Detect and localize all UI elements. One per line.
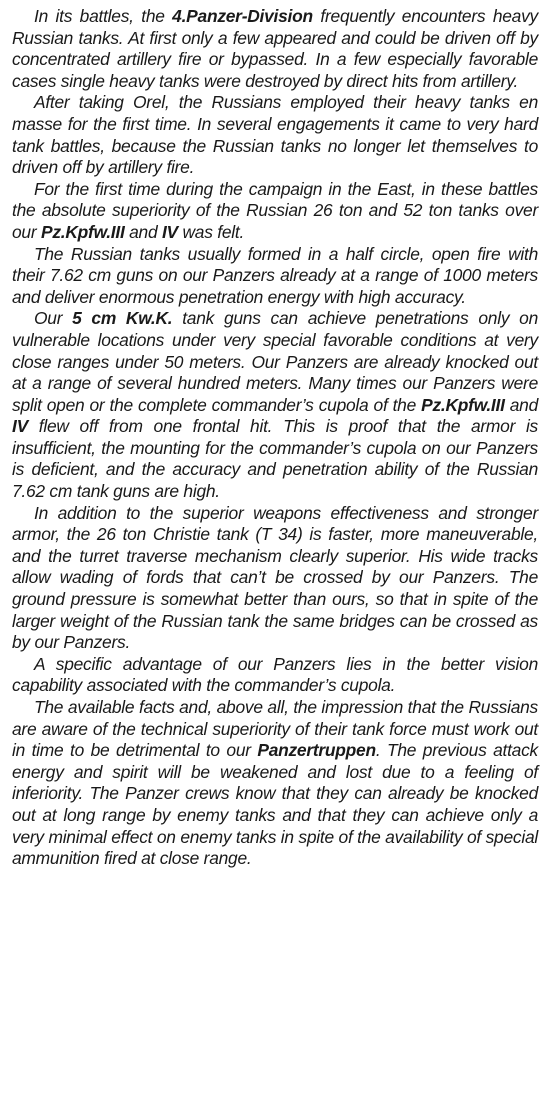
text-run: and [124, 221, 162, 242]
bold-term: 5 cm Kw.K. [72, 308, 173, 329]
paragraph [12, 654, 538, 697]
text-run: For the first time during the campaign in the East, in these battles the absolute superiority of the Russian 26 ton and 52 ton tanks over our [12, 178, 538, 242]
bold-term: Pz.Kpfw.III [421, 394, 505, 415]
bold-term: Pz.Kpfw.III [40, 221, 125, 242]
text-run: A specific advantage of our Panzers lies in the better vision capability associated with the commander’s cupola. [12, 653, 538, 696]
paragraph [12, 6, 538, 92]
bold-term: Panzertruppen [257, 740, 376, 761]
text-run: The available facts and, above all, the impression that the Russians are aware of the technical superiority of their tank force must work out in time to be detrimental to our [12, 697, 538, 761]
text-run: In its battles, the [34, 6, 173, 26]
paragraph [12, 697, 538, 870]
text-run: The Russian tanks usually formed in a half circle, open fire with their 7.62 cm guns on our Panzers already at a range of 1000 meters and deliver enormous penetration energy with high accuracy. [12, 243, 538, 307]
text-run: frequently encounters heavy Russian tanks. At first only a few appeared and could be driven off by concentrated artillery fire or bypassed. In a few especially favorable cases single heavy tanks were destroyed by direct hits from artillery. [12, 6, 538, 91]
text-run: tank guns can achieve penetrations only on vulnerable locations under very special favorable conditions at very close ranges under 50 meters. Our Panzers are already knocked out at a range of several hundred meters. Many times our Panzers were split open or the complete commander’s cupola of the [12, 308, 538, 415]
bold-term: IV [161, 221, 178, 242]
text-run: flew off from one frontal hit. This is proof that the armor is insufficient, the mounting for the commander’s cupola on our Panzers is deficient, and the accuracy and penetration ability of the Russian 7.62 cm tank guns are high. [12, 416, 538, 502]
paragraph [12, 179, 538, 244]
paragraph [12, 503, 538, 654]
text-run: In addition to the superior weapons effectiveness and stronger armor, the 26 ton Christie tank (T 34) is faster, more maneuverable, and the turret traverse mechanism clearly superior. His wide tracks allow wading of fords that can’t be crossed by our Panzers. The ground pressure is somewhat better than ours, so that in spite of the larger weight of the Russian tank the same bridges can be crossed as by our Panzers. [12, 502, 538, 653]
text-run: After taking Orel, the Russians employed their heavy tanks en masse for the first time. In several engagements it came to very hard tank battles, because the Russian tanks no longer let themselves to driven off by artillery fire. [12, 92, 538, 178]
paragraph [12, 92, 538, 178]
bold-term: 4.Panzer-Division [172, 6, 313, 26]
text-run: was felt. [177, 221, 245, 242]
text-run: Our [34, 308, 73, 329]
text-run: and [504, 394, 538, 415]
paragraph [12, 244, 538, 309]
paragraph [12, 308, 538, 502]
text-run: . The previous attack energy and spirit will be weakened and lost due to a feeling of inferiority. The Panzer crews know that they can already be knocked out at long range by enemy tanks and that they can achieve only a very minimal effect on enemy tanks in spite of the availability of special ammunition fired at close range. [12, 740, 538, 869]
bold-term: IV [12, 416, 28, 437]
